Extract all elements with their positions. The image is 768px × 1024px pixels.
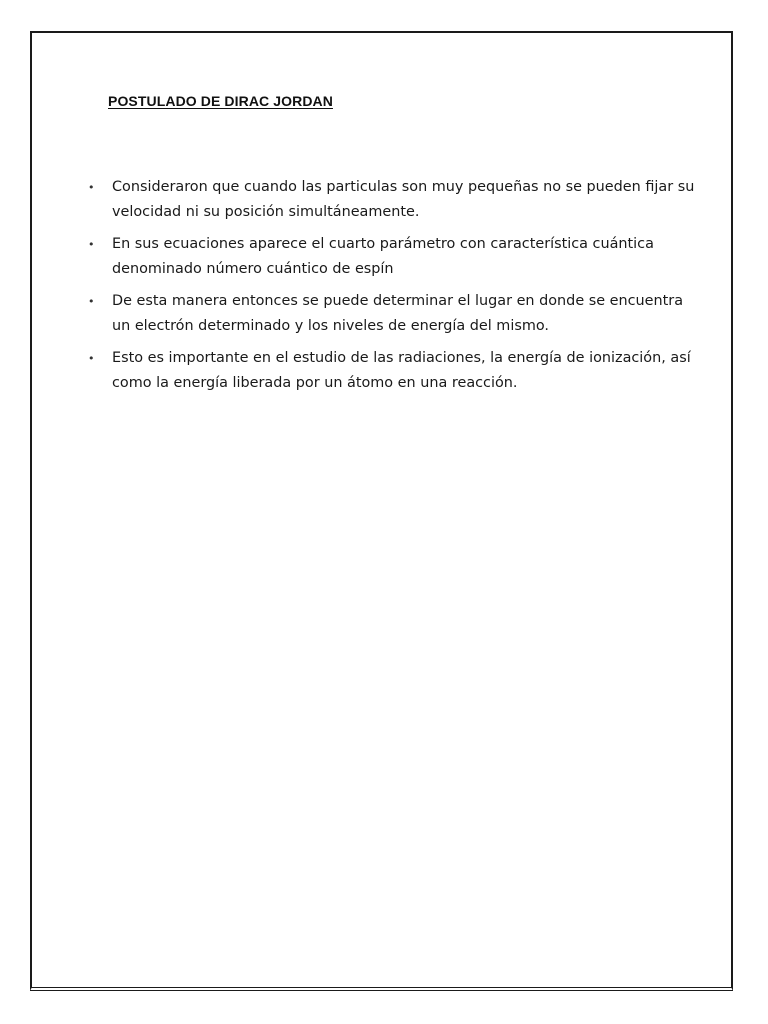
- list-item-text: Esto es importante en el estudio de las radiaciones, la energía de ionización, así como la energía liberada por un átomo en una reacción.: [112, 350, 691, 391]
- list-item-text: De esta manera entonces se puede determinar el lugar en donde se encuentra un electrón determinado y los niveles de energía del mismo.: [112, 293, 684, 334]
- list-item: [86, 289, 696, 339]
- list-item-text: Consideraron que cuando las particulas son muy pequeñas no se pueden fijar su velocidad ni su posición simultáneamente.: [112, 179, 695, 220]
- bullet-icon: •: [88, 352, 95, 365]
- bullet-list: [86, 175, 696, 403]
- bullet-icon: •: [88, 238, 95, 251]
- list-item-text: En sus ecuaciones aparece el cuarto parámetro con característica cuántica denominado número cuántico de espín: [112, 236, 654, 277]
- list-item: [86, 232, 696, 282]
- bullet-icon: •: [88, 181, 95, 194]
- list-item: [86, 175, 696, 225]
- document-title: POSTULADO DE DIRAC JORDAN: [108, 93, 333, 109]
- list-item: [86, 346, 696, 396]
- bullet-icon: •: [88, 295, 95, 308]
